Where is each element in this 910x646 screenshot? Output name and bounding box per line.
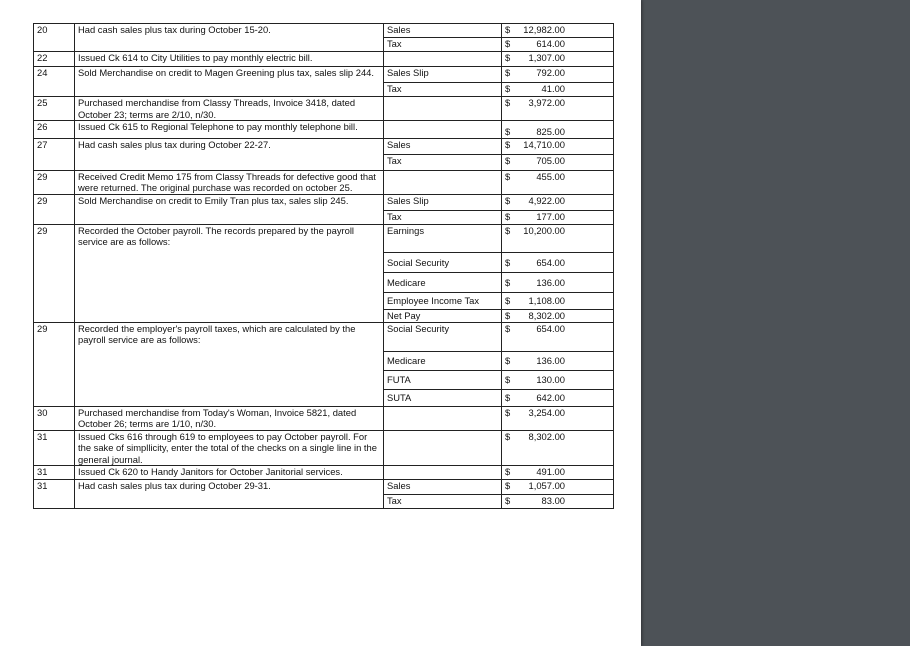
amount-cell (502, 24, 614, 38)
account-cell (384, 430, 502, 466)
amount-cell (502, 309, 614, 322)
description-cell: Issued Ck 615 to Regional Telephone to pay monthly telephone bill. (75, 121, 384, 139)
account-cell: Sales Slip (384, 67, 502, 83)
amount-value: 130.00 (536, 373, 565, 385)
amount-cell (502, 272, 614, 292)
table-row (34, 322, 614, 351)
currency-symbol: $ (505, 67, 511, 78)
currency-symbol: $ (505, 97, 511, 108)
amount-value: 8,302.00 (528, 309, 565, 321)
transactions-table (33, 23, 614, 509)
account-cell: Tax (384, 495, 502, 509)
description-cell: Issued Ck 620 to Handy Janitors for October Janitorial services. (75, 466, 384, 480)
account-cell: SUTA (384, 389, 502, 406)
currency-symbol: $ (505, 322, 511, 334)
table-row (34, 194, 614, 210)
amount-value: 12,982.00 (523, 24, 565, 35)
amount-cell (502, 38, 614, 52)
currency-symbol: $ (505, 466, 511, 477)
amount-cell (502, 322, 614, 351)
amount-value: 1,057.00 (528, 480, 565, 491)
currency-symbol: $ (505, 83, 511, 94)
account-cell: Medicare (384, 272, 502, 292)
amount-cell (502, 210, 614, 224)
description-cell: Received Credit Memo 175 from Classy Threads for defective good that were returned. The original purchase was recorded on october 25. (75, 170, 384, 194)
account-cell (384, 406, 502, 430)
amount-value: 177.00 (536, 210, 565, 222)
day-cell: 24 (34, 67, 75, 97)
currency-symbol: $ (505, 406, 511, 418)
amount-value: 3,972.00 (528, 97, 565, 108)
table-row (34, 97, 614, 121)
currency-symbol: $ (505, 126, 511, 137)
account-cell (384, 466, 502, 480)
account-cell: Sales (384, 24, 502, 38)
amount-cell (502, 480, 614, 495)
currency-symbol: $ (505, 154, 511, 166)
description-cell: Had cash sales plus tax during October 15-20. (75, 24, 384, 52)
table-row (34, 52, 614, 67)
day-cell: 29 (34, 322, 75, 406)
account-cell: Earnings (384, 224, 502, 252)
amount-cell (502, 121, 614, 139)
currency-symbol: $ (505, 391, 511, 403)
amount-value: 1,307.00 (528, 52, 565, 63)
description-cell: Had cash sales plus tax during October 29-31. (75, 480, 384, 509)
account-cell: Sales (384, 138, 502, 154)
description-cell: Issued Ck 614 to City Utilities to pay monthly electric bill. (75, 52, 384, 67)
amount-value: 136.00 (536, 276, 565, 288)
amount-value: 136.00 (536, 354, 565, 366)
amount-cell (502, 97, 614, 121)
description-cell: Purchased merchandise from Classy Threads, Invoice 3418, dated October 23; terms are 2/10, n/30. (75, 97, 384, 121)
amount-value: 8,302.00 (528, 430, 565, 442)
table-row (34, 480, 614, 495)
amount-cell (502, 466, 614, 480)
amount-value: 614.00 (536, 38, 565, 49)
amount-value: 654.00 (536, 256, 565, 268)
account-cell: Sales (384, 480, 502, 495)
day-cell: 27 (34, 138, 75, 170)
description-cell: Had cash sales plus tax during October 22-27. (75, 138, 384, 170)
day-cell: 30 (34, 406, 75, 430)
currency-symbol: $ (505, 52, 511, 63)
account-cell: Net Pay (384, 309, 502, 322)
currency-symbol: $ (505, 256, 511, 268)
amount-value: 825.00 (536, 126, 565, 137)
day-cell: 25 (34, 97, 75, 121)
description-cell: Recorded the employer's payroll taxes, which are calculated by the payroll service are as follows: (75, 322, 384, 406)
currency-symbol: $ (505, 373, 511, 385)
account-cell: Tax (384, 38, 502, 52)
account-cell: Sales Slip (384, 194, 502, 210)
amount-value: 41.00 (541, 83, 565, 94)
amount-value: 10,200.00 (523, 224, 565, 236)
table-row (34, 138, 614, 154)
amount-value: 654.00 (536, 322, 565, 334)
currency-symbol: $ (505, 138, 511, 150)
account-cell (384, 170, 502, 194)
currency-symbol: $ (505, 210, 511, 222)
amount-cell (502, 83, 614, 97)
currency-symbol: $ (505, 38, 511, 49)
account-cell (384, 121, 502, 139)
amount-cell (502, 224, 614, 252)
amount-value: 4,922.00 (528, 194, 565, 206)
description-cell: Issued Cks 616 through 619 to employees to pay October payroll. For the sake of simpllicity, enter the total of the checks on a single line in the general journal. (75, 430, 384, 466)
currency-symbol: $ (505, 276, 511, 288)
amount-cell (502, 52, 614, 67)
amount-value: 705.00 (536, 154, 565, 166)
amount-value: 83.00 (541, 495, 565, 506)
amount-cell (502, 292, 614, 309)
account-cell: Tax (384, 83, 502, 97)
amount-cell (502, 495, 614, 509)
day-cell: 29 (34, 194, 75, 224)
table-row (34, 224, 614, 252)
currency-symbol: $ (505, 354, 511, 366)
amount-cell (502, 351, 614, 370)
table-row (34, 170, 614, 194)
account-cell: Medicare (384, 351, 502, 370)
amount-value: 14,710.00 (523, 138, 565, 150)
account-cell: Social Security (384, 252, 502, 272)
amount-cell (502, 430, 614, 466)
account-cell (384, 97, 502, 121)
amount-value: 455.00 (536, 170, 565, 182)
currency-symbol: $ (505, 170, 511, 182)
table-row (34, 406, 614, 430)
table-row (34, 430, 614, 466)
account-cell: Social Security (384, 322, 502, 351)
amount-cell (502, 170, 614, 194)
amount-value: 491.00 (536, 466, 565, 477)
currency-symbol: $ (505, 495, 511, 506)
amount-cell (502, 154, 614, 170)
amount-cell (502, 406, 614, 430)
day-cell: 29 (34, 170, 75, 194)
currency-symbol: $ (505, 224, 511, 236)
amount-value: 642.00 (536, 391, 565, 403)
amount-cell (502, 389, 614, 406)
description-cell: Sold Merchandise on credit to Emily Tran plus tax, sales slip 245. (75, 194, 384, 224)
account-cell: Tax (384, 210, 502, 224)
table-row (34, 466, 614, 480)
amount-cell (502, 252, 614, 272)
amount-cell (502, 67, 614, 83)
table-row (34, 67, 614, 83)
amount-value: 3,254.00 (528, 406, 565, 418)
table-row (34, 24, 614, 38)
account-cell (384, 52, 502, 67)
currency-symbol: $ (505, 309, 511, 321)
amount-value: 792.00 (536, 67, 565, 78)
day-cell: 31 (34, 480, 75, 509)
account-cell: Tax (384, 154, 502, 170)
description-cell: Purchased merchandise from Today's Woman, Invoice 5821, dated October 26; terms are 1/10, n/30. (75, 406, 384, 430)
account-cell: FUTA (384, 370, 502, 389)
currency-symbol: $ (505, 194, 511, 206)
amount-cell (502, 194, 614, 210)
amount-value: 1,108.00 (528, 294, 565, 306)
account-cell: Employee Income Tax (384, 292, 502, 309)
description-cell: Sold Merchandise on credit to Magen Greening plus tax, sales slip 244. (75, 67, 384, 97)
currency-symbol: $ (505, 430, 511, 442)
description-cell: Recorded the October payroll. The records prepared by the payroll service are as follows: (75, 224, 384, 322)
day-cell: 31 (34, 466, 75, 480)
currency-symbol: $ (505, 480, 511, 491)
table-row (34, 121, 614, 139)
day-cell: 26 (34, 121, 75, 139)
amount-cell (502, 370, 614, 389)
day-cell: 22 (34, 52, 75, 67)
currency-symbol: $ (505, 294, 511, 306)
day-cell: 29 (34, 224, 75, 322)
day-cell: 31 (34, 430, 75, 466)
currency-symbol: $ (505, 24, 511, 35)
day-cell: 20 (34, 24, 75, 52)
amount-cell (502, 138, 614, 154)
